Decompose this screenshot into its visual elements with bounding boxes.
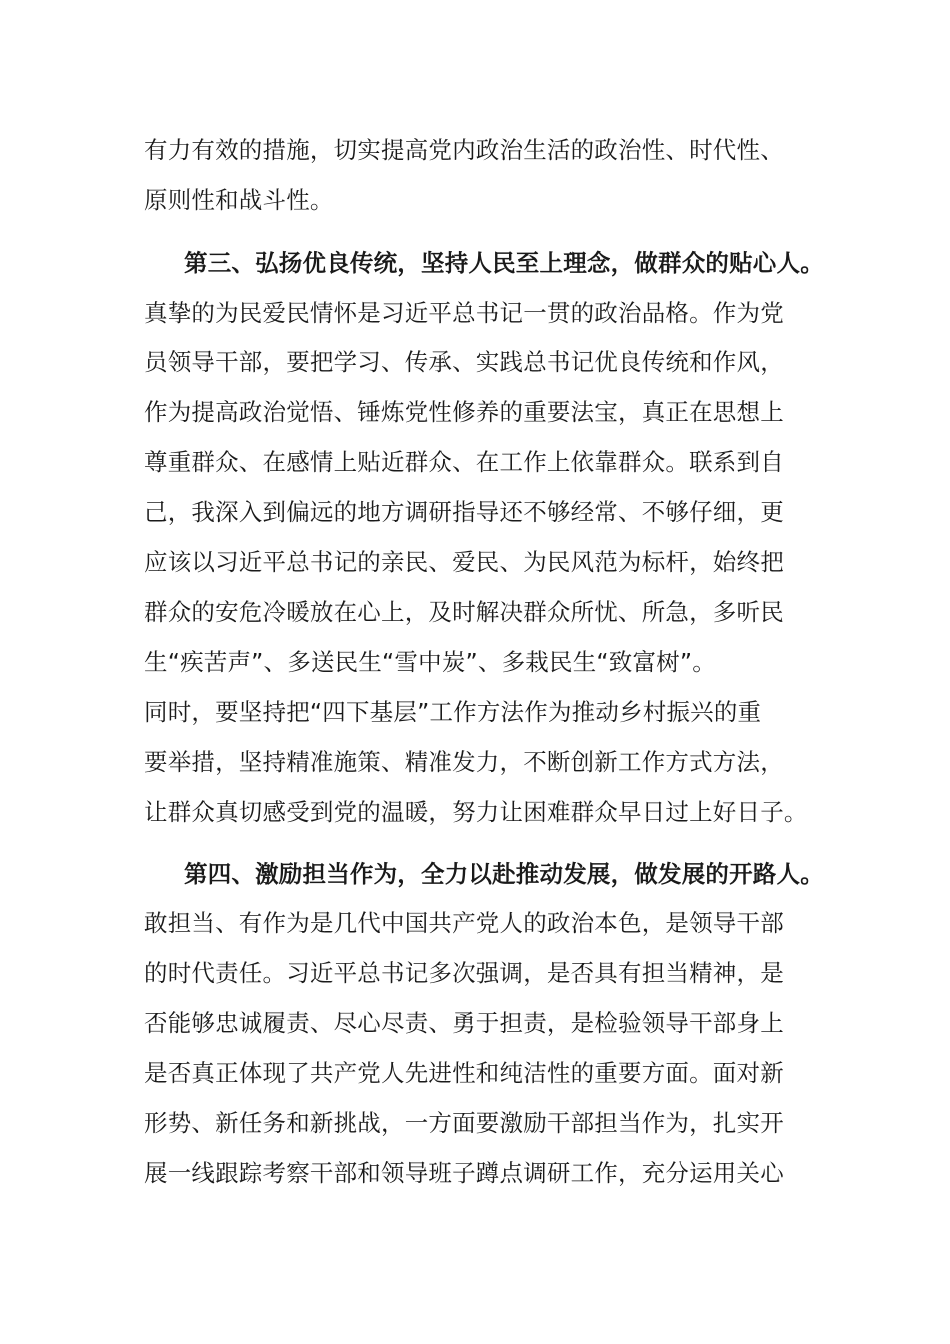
paragraph-line: 员领导干部，要把学习、传承、实践总书记优良传统和作风， (144, 348, 784, 376)
paragraph-line: 尊重群众、在感情上贴近群众、在工作上依靠群众。联系到自 (144, 448, 784, 476)
paragraph-line: 有力有效的措施，切实提高党内政治生活的政治性、时代性、 (144, 136, 784, 164)
paragraph-line: 敢担当、有作为是几代中国共产党人的政治本色，是领导干部 (144, 909, 784, 937)
paragraph-line: 同时，要坚持把“四下基层”工作方法作为推动乡村振兴的重 (144, 698, 762, 726)
paragraph-line: 展一线跟踪考察干部和领导班子蹲点调研工作，充分运用关心 (144, 1159, 784, 1187)
paragraph-line: 应该以习近平总书记的亲民、爱民、为民风范为标杆，始终把 (144, 548, 784, 576)
paragraph-line: 形势、新任务和新挑战，一方面要激励干部担当作为，扎实开 (144, 1109, 784, 1137)
section-heading-fourth: 第四、激励担当作为，全力以赴推动发展，做发展的开路人。 (184, 860, 824, 888)
paragraph-line: 作为提高政治觉悟、锤炼党性修养的重要法宝，真正在思想上 (144, 398, 784, 426)
paragraph-line: 的时代责任。习近平总书记多次强调，是否具有担当精神，是 (144, 959, 784, 987)
paragraph-line: 让群众真切感受到党的温暖，努力让困难群众早日过上好日子。 (144, 798, 808, 826)
paragraph-line: 要举措，坚持精准施策、精准发力，不断创新工作方式方法， (144, 748, 784, 776)
paragraph-line: 生“疾苦声”、多送民生“雪中炭”、多栽民生“致富树”。 (144, 648, 716, 676)
section-heading-third: 第三、弘扬优良传统，坚持人民至上理念，做群众的贴心人。 (184, 249, 824, 277)
paragraph-line: 己，我深入到偏远的地方调研指导还不够经常、不够仔细，更 (144, 498, 784, 526)
paragraph-line: 是否真正体现了共产党人先进性和纯洁性的重要方面。面对新 (144, 1059, 784, 1087)
paragraph-line: 群众的安危冷暖放在心上，及时解决群众所忧、所急，多听民 (144, 598, 784, 626)
paragraph-line: 否能够忠诚履责、尽心尽责、勇于担责，是检验领导干部身上 (144, 1009, 784, 1037)
paragraph-line: 真挚的为民爱民情怀是习近平总书记一贯的政治品格。作为党 (144, 299, 784, 327)
paragraph-line: 原则性和战斗性。 (144, 186, 334, 214)
